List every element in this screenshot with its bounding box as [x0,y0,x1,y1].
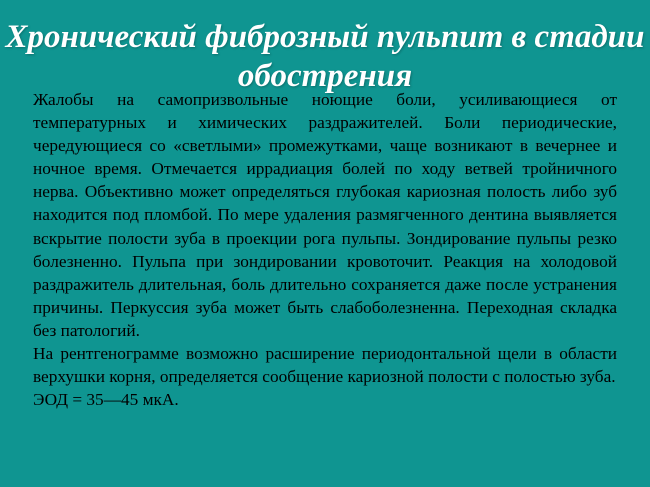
slide-body [33,88,617,411]
xray-paragraph: На рентгенограмме возможно расширение периодонтальной щели в области верхушки корня, определяется сообщение кариозной полости с полостью зуба. [33,344,617,387]
eod-paragraph: ЭОД = 35—45 мкА. [33,390,179,410]
complaints-paragraph: Жалобы на самопризвольные ноющие боли, усиливающиеся от температурных и химических раздражителей. Боли периодические, чередующиеся со «светлыми» промежутками, чаще возникают в вечернее и ночное время. Отмечается иррадиация болей по ходу ветвей тройничного нерва. Объективно может определяться глубокая кариозная полость либо зуб находится под пломбой. По мере удаления размягченного дентина выявляется вскрытие полости зуба в проекции рога пульпы. Зондирование пульпы резко болезненно. Пульпа при зондировании кровоточит. Реакция на холодовой раздражитель длительная, боль длительно сохраняется даже после устранения причины. Перкуссия зуба может быть слабоболезненна. Переходная складка без патологий. [33,90,617,340]
slide-title: Хронический фиброзный пульпит в стадии обострения [5,19,645,94]
